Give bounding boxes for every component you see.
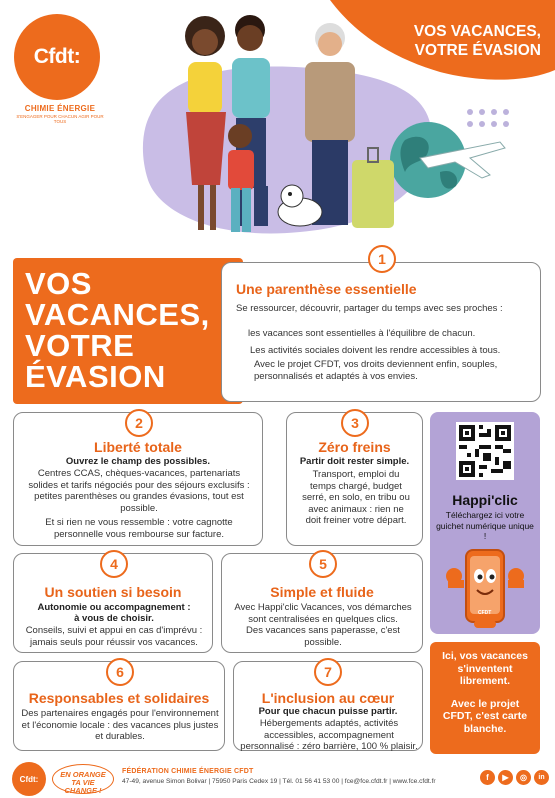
section-7-number: 7	[314, 658, 342, 686]
main-title-block	[13, 258, 243, 404]
section-3-p1: Transport, emploi du temps chargé, budget serré, en solo, en tribu ou avec animaux : rien ne doit freiner votre départ.	[302, 469, 410, 526]
hero-banner	[0, 0, 555, 248]
footer	[0, 758, 555, 798]
section-6-p1: Des partenaires engagés pour l'environnement et l'économie locale : des vacances plus justes et durables.	[21, 708, 219, 742]
section-1-p2: les vacances sont essentielles à l'équilibre de chacun.	[248, 328, 476, 339]
footer-address: 47-49, avenue Simon Bolivar | 75950 Paris Cedex 19 | Tél. 01 56 41 53 00 | fce@fce.cfdt.fr | www.fce.cfdt.fr	[122, 778, 436, 785]
section-5-number: 5	[309, 550, 337, 578]
section-4-number: 4	[100, 550, 128, 578]
phone-label: CFDT	[478, 610, 492, 616]
main-title-line4: ÉVASION	[25, 359, 166, 394]
footer-slogan	[52, 764, 114, 794]
youtube-icon[interactable]: ▶	[498, 770, 513, 785]
phone-mascot-icon	[444, 546, 526, 630]
section-2-number: 2	[125, 409, 153, 437]
logo-text: Cfdt:	[33, 45, 81, 68]
qr-code-image	[459, 425, 511, 477]
facebook-icon[interactable]: f	[480, 770, 495, 785]
section-1-title: Une parenthèse essentielle	[236, 281, 417, 297]
section-6	[13, 661, 225, 751]
happiclic-desc: Téléchargez ici votre guichet numérique unique !	[436, 510, 534, 541]
slogan-line1: EN ORANGE	[60, 770, 106, 779]
section-7-p1: Hébergements adaptés, activités accessibles, accompagnement personnalisé : zéro barrière, 100 % plaisir.	[240, 718, 418, 752]
happiclic-title: Happi'clic	[452, 492, 518, 508]
section-3-subtitle: Partir doit rester simple.	[299, 456, 410, 467]
linkedin-icon[interactable]: in	[534, 770, 549, 785]
hero-title	[381, 22, 541, 60]
cfdt-logo	[14, 14, 106, 124]
section-2-p1: Centres CCAS, chèques-vacances, partenariats solides et tarifs négociés pour des séjours exclusifs : petites parenthèses ou grandes évasions, tout est possible.	[28, 468, 250, 514]
section-4	[13, 553, 213, 653]
section-4-title: Un soutien si besoin	[44, 584, 182, 600]
section-1	[221, 251, 541, 402]
section-7-subtitle: Pour que chacun puisse partir.	[258, 706, 398, 717]
section-3-number: 3	[341, 409, 369, 437]
section-5-p1: Avec Happi'clic Vacances, vos démarches sont centralisées en quelques clics.	[234, 602, 412, 625]
section-2-subtitle: Ouvrez le champ des possibles.	[65, 456, 211, 467]
section-3	[286, 412, 423, 546]
happiclic-panel	[430, 412, 540, 634]
section-4-subtitle: Autonomie ou accompagnement : à vous de choisir.	[37, 602, 191, 624]
section-1-p1: Se ressourcer, découvrir, partager du temps avec ses proches :	[236, 303, 503, 314]
section-2-title: Liberté totale	[94, 439, 182, 455]
section-1-p4: Avec le projet CFDT, vos droits deviennent enfin, souples, personnalisés et adaptés à vos envies.	[254, 359, 498, 382]
section-7	[233, 661, 423, 751]
section-6-title: Responsables et solidaires	[28, 690, 210, 706]
section-3-title: Zéro freins	[318, 439, 391, 455]
section-5-title: Simple et fluide	[270, 584, 374, 600]
section-5-p2: Des vacances sans paperasse, c'est possible.	[246, 625, 400, 648]
main-title-line2: VACANCES,	[25, 297, 210, 332]
footer-logo: Cfdt:	[12, 762, 46, 796]
slogan-line3: CHANGE !	[64, 786, 102, 795]
section-4-p1: Conseils, suivi et appui en cas d'imprévu : jamais seuls pour réussir vos vacances.	[25, 625, 203, 648]
section-1-number: 1	[368, 245, 396, 273]
cta-text-1: Ici, vos vacances s'inventent librement.	[442, 650, 528, 687]
main-title-line1: VOS	[25, 266, 92, 301]
section-6-number: 6	[106, 658, 134, 686]
cta-block	[430, 642, 540, 754]
logo-tagline: S'ENGAGER POUR CHACUN AGIR POUR TOUS	[16, 114, 104, 124]
footer-org: FÉDÉRATION CHIMIE ÉNERGIE CFDT	[122, 768, 254, 775]
hero-title-line2: VOTRE ÉVASION	[414, 42, 541, 59]
logo-subtitle: CHIMIE ÉNERGIE	[24, 104, 96, 113]
cta-text-2: Avec le projet CFDT, c'est carte blanche.	[442, 697, 528, 735]
slogan-line2: TA VIE	[71, 778, 95, 787]
qr-code[interactable]	[456, 422, 514, 480]
instagram-icon[interactable]: ◎	[516, 770, 531, 785]
section-2	[13, 412, 263, 546]
section-1-p3: Les activités sociales doivent les rendre accessibles à tous.	[250, 345, 501, 356]
hero-title-line1: VOS VACANCES,	[413, 23, 541, 40]
logo-circle	[14, 14, 100, 100]
section-7-title: L'inclusion au cœur	[261, 690, 395, 706]
section-2-p2: Et si rien ne vous ressemble : votre cagnotte personnelle vous rembourse sur facture.	[45, 517, 233, 540]
main-title-line3: VOTRE	[25, 328, 135, 363]
section-5	[221, 553, 423, 653]
